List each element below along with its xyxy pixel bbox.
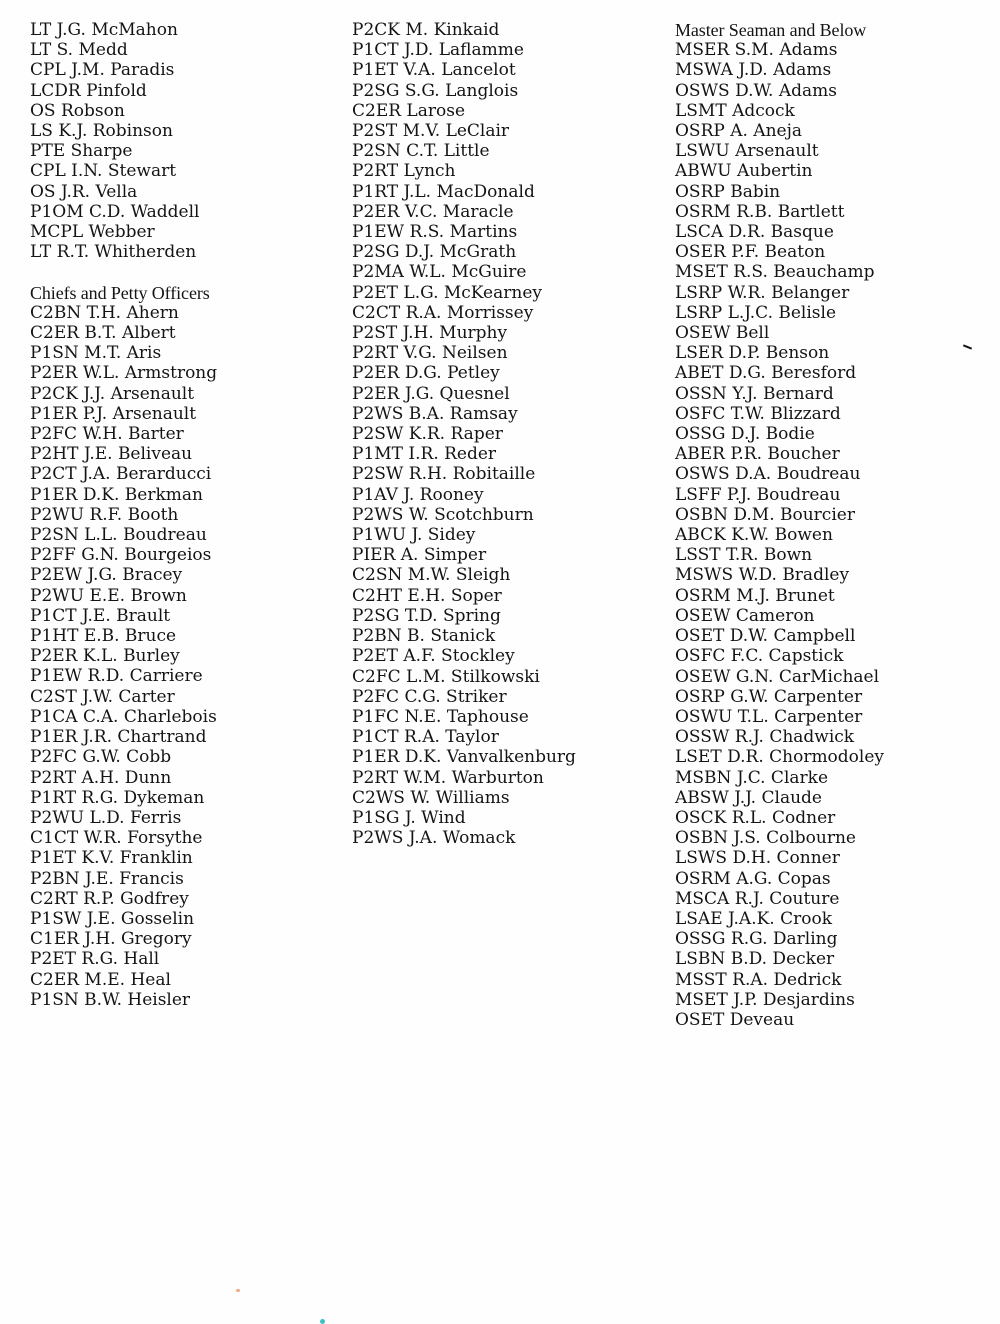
roster-entry: OSFC F.C. Capstick xyxy=(675,646,844,667)
roster-column-3 xyxy=(675,20,995,1030)
roster-entry: P1CT R.A. Taylor xyxy=(352,727,499,748)
section-heading-master-seaman-below: Master Seaman and Below xyxy=(675,20,867,40)
roster-entry: P2CK J.J. Arsenault xyxy=(30,383,195,404)
roster-entry: P1FC N.E. Taphouse xyxy=(352,706,529,727)
roster-entry: P2ET R.G. Hall xyxy=(30,949,160,970)
roster-entry: ABER P.R. Boucher xyxy=(675,444,840,465)
roster-entry: MSST R.A. Dedrick xyxy=(675,969,842,990)
roster-entry: MCPL Webber xyxy=(30,222,155,243)
roster-entry: P1CT J.E. Brault xyxy=(30,605,171,626)
roster-entry: LT J.G. McMahon xyxy=(30,20,178,40)
roster-entry: C2WS W. Williams xyxy=(352,787,510,808)
roster-entry: P2RT Lynch xyxy=(352,161,456,182)
roster-entry: OSSG R.G. Darling xyxy=(675,929,838,950)
roster-column-1 xyxy=(30,20,340,1010)
roster-entry: P1ET V.A. Lancelot xyxy=(352,60,516,81)
roster-entry: LSWS D.H. Conner xyxy=(675,848,840,869)
roster-entry: P2ER J.G. Quesnel xyxy=(352,383,510,404)
roster-entry: P1EW R.D. Carriere xyxy=(30,666,203,687)
roster-entry: MSER S.M. Adams xyxy=(675,40,838,61)
roster-entry: PTE Sharpe xyxy=(30,141,133,162)
roster-entry: OSEW Bell xyxy=(675,323,770,344)
roster-entry: C2BN T.H. Ahern xyxy=(30,302,179,323)
roster-entry: LSRP W.R. Belanger xyxy=(675,282,850,303)
roster-entry: MSBN J.C. Clarke xyxy=(675,767,828,788)
roster-entry: P1ER P.J. Arsenault xyxy=(30,403,197,424)
roster-entry: OSWS D.A. Boudreau xyxy=(675,464,861,485)
section-spacer xyxy=(30,262,340,282)
roster-entry: P1MT I.R. Reder xyxy=(352,444,497,465)
roster-entry: C2ER Larose xyxy=(352,100,466,121)
roster-entry: P2CK M. Kinkaid xyxy=(352,20,500,40)
roster-entry: P2ET A.F. Stockley xyxy=(352,646,515,667)
roster-entry: P2BN B. Stanick xyxy=(352,626,496,647)
roster-entry: P1ET K.V. Franklin xyxy=(30,848,193,869)
roster-entry: OSET Deveau xyxy=(675,1009,795,1030)
roster-entry: P1CT J.D. Laflamme xyxy=(352,40,524,61)
roster-entry: C2ER M.E. Heal xyxy=(30,969,171,990)
roster-entry: P2BN J.E. Francis xyxy=(30,868,184,889)
roster-entry: C2ST J.W. Carter xyxy=(30,686,175,707)
roster-entry: P2WU L.D. Ferris xyxy=(30,807,182,828)
roster-entry: P1SN M.T. Aris xyxy=(30,343,162,364)
roster-entry: P2RT W.M. Warburton xyxy=(352,767,544,788)
roster-entry: C2RT R.P. Godfrey xyxy=(30,888,189,909)
roster-entry: P2RT A.H. Dunn xyxy=(30,767,172,788)
chiefs-petty-officers-list xyxy=(30,303,340,1010)
roster-entry: LSWU Arsenault xyxy=(675,141,819,162)
roster-entry: LT R.T. Whitherden xyxy=(30,242,197,263)
master-seaman-below-list xyxy=(675,40,995,1030)
roster-entry: C2ER B.T. Albert xyxy=(30,323,176,344)
roster-entry: OSWS D.W. Adams xyxy=(675,80,837,101)
roster-entry: P1ER D.K. Vanvalkenburg xyxy=(352,747,576,768)
roster-entry: OSRM R.B. Bartlett xyxy=(675,201,845,222)
roster-entry: C1ER J.H. Gregory xyxy=(30,929,192,950)
roster-entry: P1OM C.D. Waddell xyxy=(30,201,200,222)
roster-entry: P2SN C.T. Little xyxy=(352,141,490,162)
roster-entry: P1WU J. Sidey xyxy=(352,525,476,546)
roster-entry: CPL J.M. Paradis xyxy=(30,60,175,81)
roster-entry: P2ER K.L. Burley xyxy=(30,646,180,667)
roster-entry: OSSN Y.J. Bernard xyxy=(675,383,834,404)
roster-entry: LSMT Adcock xyxy=(675,100,795,121)
roster-entry: OSRP A. Aneja xyxy=(675,121,803,142)
roster-entry: LS K.J. Robinson xyxy=(30,121,173,142)
roster-entry: C2FC L.M. Stilkowski xyxy=(352,666,540,687)
roster-entry: C2CT R.A. Morrissey xyxy=(352,302,534,323)
roster-entry: P2SG S.G. Langlois xyxy=(352,80,519,101)
roster-entry: P1AV J. Rooney xyxy=(352,484,484,505)
roster-entry: ABWU Aubertin xyxy=(675,161,813,182)
roster-entry: OSWU T.L. Carpenter xyxy=(675,706,863,727)
roster-entry: P2ST J.H. Murphy xyxy=(352,323,508,344)
roster-entry: OSRP Babin xyxy=(675,181,781,202)
roster-entry: ABET D.G. Beresford xyxy=(675,363,857,384)
roster-entry: P1ER D.K. Berkman xyxy=(30,484,203,505)
roster-entry: MSET R.S. Beauchamp xyxy=(675,262,875,283)
roster-entry: OSSW R.J. Chadwick xyxy=(675,727,855,748)
roster-entry: P2ET L.G. McKearney xyxy=(352,282,542,303)
chiefs-petty-officers-list-continued xyxy=(352,20,662,848)
roster-entry: P1SN B.W. Heisler xyxy=(30,989,191,1010)
roster-entry: OSFC T.W. Blizzard xyxy=(675,403,841,424)
roster-entry: OS J.R. Vella xyxy=(30,181,138,202)
roster-entry: P1EW R.S. Martins xyxy=(352,222,518,243)
roster-entry: OSBN D.M. Bourcier xyxy=(675,504,855,525)
roster-entry: P2FC G.W. Cobb xyxy=(30,747,172,768)
roster-entry: P2SG D.J. McGrath xyxy=(352,242,517,263)
roster-entry: OSER P.F. Beaton xyxy=(675,242,826,263)
roster-entry: P1CA C.A. Charlebois xyxy=(30,706,217,727)
roster-entry: P2FF G.N. Bourgeios xyxy=(30,545,212,566)
roster-entry: P1RT R.G. Dykeman xyxy=(30,787,205,808)
roster-entry: OSEW Cameron xyxy=(675,605,815,626)
roster-entry: P2WS J.A. Womack xyxy=(352,828,516,849)
roster-entry: P2FC C.G. Striker xyxy=(352,686,507,707)
roster-entry: MSET J.P. Desjardins xyxy=(675,989,855,1010)
roster-entry: MSWS W.D. Bradley xyxy=(675,565,850,586)
roster-entry: C2SN M.W. Sleigh xyxy=(352,565,511,586)
roster-entry: OSEW G.N. CarMichael xyxy=(675,666,880,687)
roster-entry: P2FC W.H. Barter xyxy=(30,424,184,445)
roster-entry: P2RT V.G. Neilsen xyxy=(352,343,508,364)
roster-entry: OSRM A.G. Copas xyxy=(675,868,831,889)
roster-entry: P2ER W.L. Armstrong xyxy=(30,363,218,384)
roster-entry: P2ER D.G. Petley xyxy=(352,363,500,384)
roster-entry: P1SG J. Wind xyxy=(352,807,466,828)
roster-entry: P2CT J.A. Berarducci xyxy=(30,464,212,485)
roster-entry: LSER D.P. Benson xyxy=(675,343,830,364)
roster-entry: ABCK K.W. Bowen xyxy=(675,525,833,546)
roster-entry: LSAE J.A.K. Crook xyxy=(675,908,833,929)
officers-list xyxy=(30,20,340,262)
roster-entry: P1SW J.E. Gosselin xyxy=(30,908,195,929)
roster-entry: P2WS B.A. Ramsay xyxy=(352,403,518,424)
roster-entry: P2MA W.L. McGuire xyxy=(352,262,527,283)
roster-entry: P2WU E.E. Brown xyxy=(30,585,187,606)
roster-entry: P2ST M.V. LeClair xyxy=(352,121,510,142)
roster-entry: MSCA R.J. Couture xyxy=(675,888,840,909)
roster-entry: LCDR Pinfold xyxy=(30,80,147,101)
roster-entry: OS Robson xyxy=(30,100,125,121)
roster-entry: P2SN L.L. Boudreau xyxy=(30,525,207,546)
roster-entry: OSCK R.L. Codner xyxy=(675,807,836,828)
roster-entry: ABSW J.J. Claude xyxy=(675,787,822,808)
roster-entry: LSFF P.J. Boudreau xyxy=(675,484,841,505)
roster-entry: P2SW R.H. Robitaille xyxy=(352,464,536,485)
roster-entry: P1ER J.R. Chartrand xyxy=(30,727,207,748)
roster-entry: C2HT E.H. Soper xyxy=(352,585,502,606)
roster-entry: C1CT W.R. Forsythe xyxy=(30,828,203,849)
roster-entry: P2WS W. Scotchburn xyxy=(352,504,534,525)
roster-entry: P1HT E.B. Bruce xyxy=(30,626,177,647)
roster-entry: OSET D.W. Campbell xyxy=(675,626,856,647)
roster-entry: OSBN J.S. Colbourne xyxy=(675,828,856,849)
roster-entry: LSBN B.D. Decker xyxy=(675,949,835,970)
roster-entry: LSST T.R. Bown xyxy=(675,545,813,566)
roster-entry: OSSG D.J. Bodie xyxy=(675,424,815,445)
roster-entry: PIER A. Simper xyxy=(352,545,487,566)
roster-entry: P2ER V.C. Maracle xyxy=(352,201,514,222)
roster-entry: P1RT J.L. MacDonald xyxy=(352,181,535,202)
roster-entry: P2WU R.F. Booth xyxy=(30,504,179,525)
paper-speck xyxy=(236,1289,240,1292)
roster-entry: LT S. Medd xyxy=(30,40,128,61)
section-heading-chiefs-petty-officers: Chiefs and Petty Officers xyxy=(30,282,210,303)
roster-entry: LSRP L.J.C. Belisle xyxy=(675,302,837,323)
paper-speck-teal xyxy=(320,1319,325,1324)
roster-entry: P2SG T.D. Spring xyxy=(352,605,501,626)
roster-entry: P2SW K.R. Raper xyxy=(352,424,503,445)
roster-entry: MSWA J.D. Adams xyxy=(675,60,832,81)
roster-column-2 xyxy=(352,20,662,848)
roster-entry: OSRP G.W. Carpenter xyxy=(675,686,863,707)
roster-entry: OSRM M.J. Brunet xyxy=(675,585,835,606)
roster-entry: LSCA D.R. Basque xyxy=(675,222,834,243)
roster-entry: CPL I.N. Stewart xyxy=(30,161,177,182)
roster-entry: LSET D.R. Chormodoley xyxy=(675,747,885,768)
roster-entry: P2HT J.E. Beliveau xyxy=(30,444,193,465)
roster-entry: P2EW J.G. Bracey xyxy=(30,565,183,586)
